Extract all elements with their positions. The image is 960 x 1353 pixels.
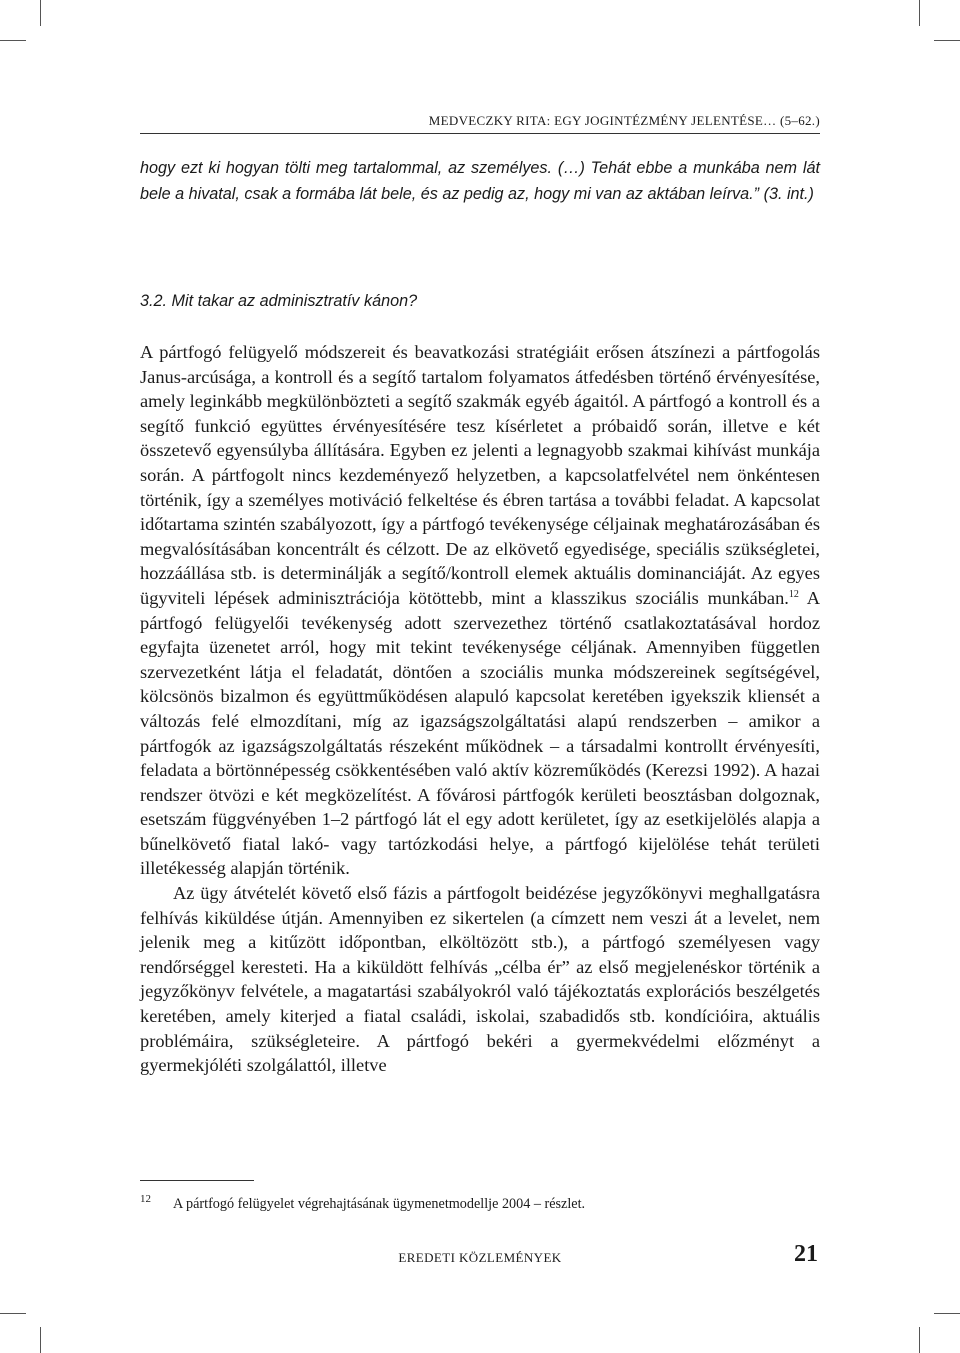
quote-text: hogy ezt ki hogyan tölti meg tartalommal, az személyes. (…) Tehát ebbe a munkába nem lát bele a hivatal, csak a formába lát bele, és az pedig az, hogy mi van az aktában leírva.” (3. int.) bbox=[140, 159, 820, 203]
body-text bbox=[140, 340, 820, 1078]
body-paragraph-2: Az ügy átvételét követő első fázis a pártfogolt beidézése jegyzőkönyvi meghallgatásra felhívás kiküldése útján. Amennyiben ez sikertelen (a címzett nem veszi át a levelet, nem jelenik meg a kitűzött időpontban, elköltözött stb.), a pártfogó személyesen vagy rendőrséggel keresteti. Ha a kiküldött felhívás „célba ér” az első megjelenéskor történik a jegyzőkönyv felvétele, a magatartási szabályokról való tájékoztatás explorációs beszélgetés keretében, amely kiterjed a fiatal családi, iskolai, szabadidős stb. kondícióira, aktuális problémáira, szükségleteire. A pártfogó bekéri a gyermekvédelmi előzményt a gyermekjóléti szolgálattól, illetve bbox=[140, 883, 820, 1076]
crop-mark-top-left-horizontal bbox=[0, 40, 26, 41]
section-heading: 3.2. Mit takar az adminisztratív kánon? bbox=[140, 292, 418, 310]
body-paragraph-1-part-2: A pártfogó felügyelői tevékenység adott szervezethez történő csatlakoztatásával hordoz egyfajta üzenetet arról, hogy mit tekint tevékenysége céljának. Amennyiben független szervezetként látja el feladatát, döntően a szociális munka módszereinek segítségével, kölcsönös bizalmon és együttműködésen alapuló kapcsolat keretében igyekszik kliensét a változás felé elmozdítani, míg az igazságszolgáltatási alapú rendszerben – amikor a pártfogók az igazságszolgáltatás részeként működnek – a társadalmi kontrollt érvényesíti, feladata a börtönnépesség csökkentésében való aktív közreműködés (Kerezsi 1992). A hazai rendszer ötvözi e két megközelítést. A fővárosi pártfogók kerületi beosztásban dolgoznak, esetszám függvényében 1–2 pártfogó lát el egy adott kerületet, így az esetkijelölés alapja a bűnelkövető fiatal lakó- vagy tartózkodási helye, a pártfogó kijelölése tehát területi illetékesség alapján történik. bbox=[140, 587, 820, 879]
running-header: MEDVECZKY RITA: EGY JOGINTÉZMÉNY JELENTÉSE… (5–62.) bbox=[428, 113, 820, 128]
crop-mark-top-right bbox=[919, 0, 920, 26]
body-paragraph-1 bbox=[140, 340, 820, 881]
interview-quote bbox=[140, 156, 820, 207]
crop-mark-top-left bbox=[40, 0, 41, 26]
crop-mark-bottom-left-horizontal bbox=[0, 1313, 26, 1314]
footnote-reference: 12 bbox=[788, 588, 799, 600]
footer-section-label: EREDETI KÖZLEMÉNYEK bbox=[398, 1250, 562, 1265]
page-number: 21 bbox=[794, 1241, 818, 1267]
header-rule bbox=[140, 133, 820, 134]
crop-mark-bottom-left bbox=[40, 1327, 41, 1353]
crop-mark-bottom-right-horizontal bbox=[934, 1313, 960, 1314]
body-paragraph-1-part-1: A pártfogó felügyelő módszereit és beavatkozási stratégiáit erősen átszínezi a pártfogolás Janus-arcúsága, a kontroll és a segítő tartalom folyamatos átfedésben történő érvényesítése, amely leginkább megkülönbözteti a segítő szakmák egyéb ágaitól. A pártfogó a kontroll és a segítő funkció együttes érvényesítésére tesz kísérletet a próbaidő során, illetve e két összetevő egyensúlyba állítására. Egyben ez jelenti a legnagyobb szakmai kihívást munkája során. A pártfogolt nincs kezdeményező helyzetben, a kapcsolatfelvétel nem önkéntesen történik, így a személyes motiváció felkeltése és ébren tartása a további feladat. A kapcsolat időtartama szintén szabályozott, így a pártfogó tevékenysége céljainak meghatározásában és megvalósításában koncentrált és célzott. De az elkövető egyedisége, speciális szükségletei, hozzáállása stb. is determinálják a segítő/kontroll elemek aktuális dominanciáját. Az egyes ügyviteli lépések adminisztrációja kötöttebb, mint a klasszikus szociális munkában. bbox=[140, 342, 820, 608]
crop-mark-bottom-right bbox=[919, 1327, 920, 1353]
footnote: 12 A pártfogó felügyelet végrehajtásának ügymenetmodellje 2004 – részlet. bbox=[140, 1193, 586, 1212]
footnote-rule bbox=[140, 1180, 254, 1181]
footnote-text: A pártfogó felügyelet végrehajtásának ügymenetmodellje 2004 – részlet. bbox=[173, 1196, 586, 1212]
crop-mark-top-right-horizontal bbox=[934, 40, 960, 41]
